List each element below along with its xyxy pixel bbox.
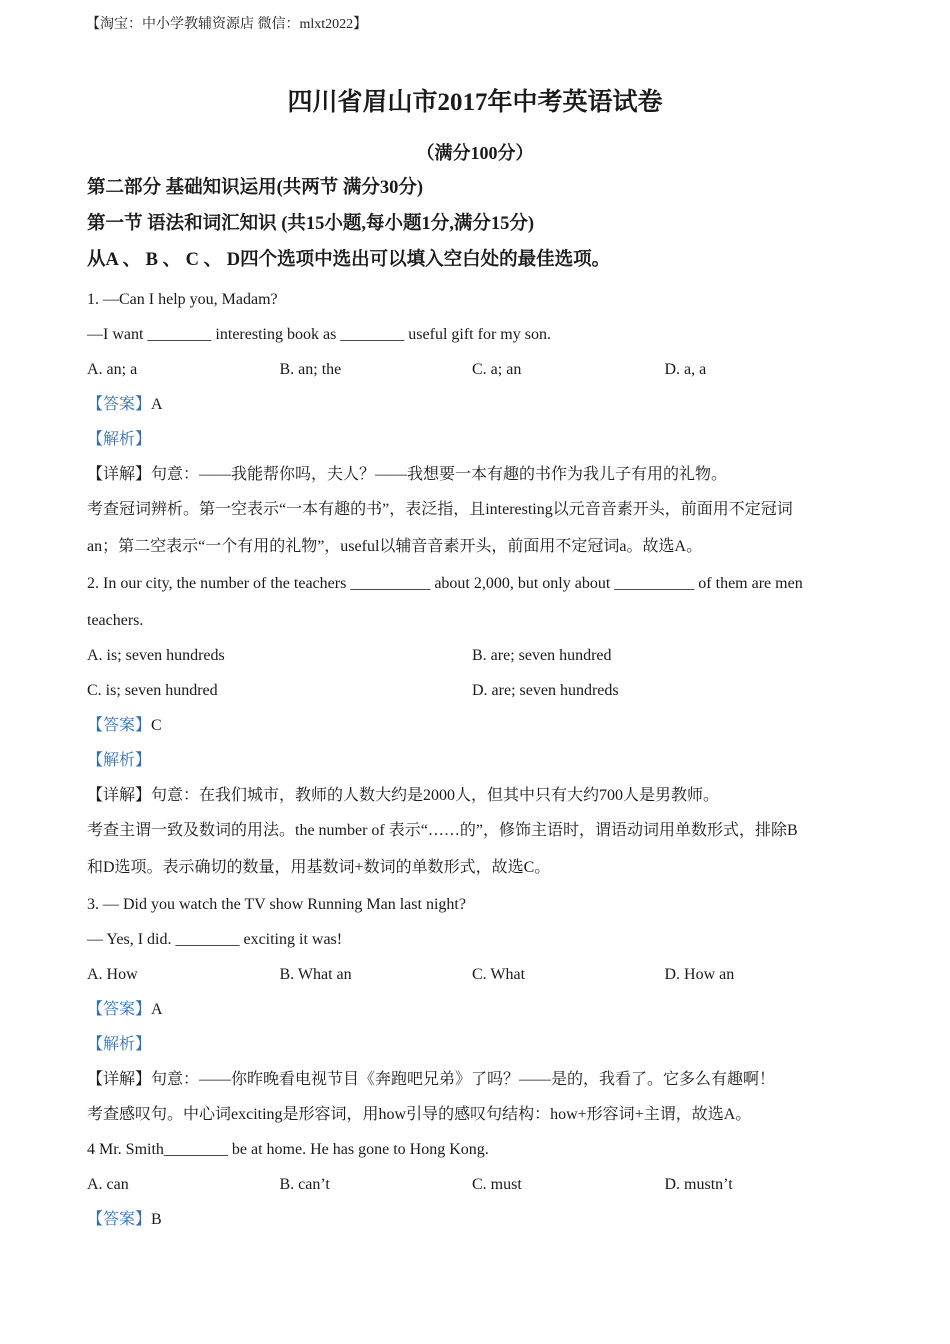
detail-text: 句意：在我们城市，教师的人数大约是2000人，但其中只有大约700人是男教师。 [151, 787, 720, 804]
question-3-detail [87, 1068, 857, 1103]
question-1-answer [87, 393, 857, 428]
question-1-explain-2: an；第二空表示“一个有用的礼物”，useful以辅音音素开头，前面用不定冠词a。故选A。 [87, 538, 703, 555]
question-4-option-b: B. can’t [279, 1176, 330, 1193]
section-heading-grammar: 第一节 语法和词汇知识 (共15小题,每小题1分,满分15分) [87, 214, 535, 234]
analysis-label: 【解析】 [87, 1036, 152, 1053]
question-2-line-2: teachers. [87, 612, 144, 629]
detail-label: 【详解】 [87, 787, 152, 804]
answer-label: 【答案】 [87, 1211, 152, 1228]
question-1-detail [87, 463, 857, 498]
question-3-options [87, 963, 857, 998]
section-instructions: 从A 、 B 、 C 、 D四个选项中选出可以填入空白处的最佳选项。 [87, 250, 611, 270]
question-2-detail [87, 784, 857, 819]
question-1-line-1: 1. —Can I help you, Madam? [87, 291, 278, 308]
page-title: 四川省眉山市2017年中考英语试卷 [287, 89, 663, 116]
analysis-label: 【解析】 [87, 752, 152, 769]
answer-value: B [151, 1211, 162, 1228]
question-1-line-2: —I want ________ interesting book as ________ useful gift for my son. [87, 326, 551, 343]
detail-text: 句意：——你昨晚看电视节目《奔跑吧兄弟》了吗？——是的，我看了。它多么有趣啊！ [151, 1071, 776, 1088]
answer-value: C [151, 717, 162, 734]
question-3-option-b: B. What an [279, 966, 352, 983]
detail-label: 【详解】 [87, 466, 152, 483]
question-1-option-c: C. a; an [472, 361, 522, 378]
question-2-option-c: C. is; seven hundred [87, 682, 218, 699]
question-4-option-c: C. must [472, 1176, 522, 1193]
question-3-option-d: D. How an [664, 966, 735, 983]
question-4-line-1: 4 Mr. Smith________ be at home. He has gone to Hong Kong. [87, 1141, 489, 1158]
question-4-answer [87, 1208, 857, 1243]
question-2-analysis [87, 749, 857, 784]
section-heading-part2: 第二部分 基础知识运用(共两节 满分30分) [87, 178, 424, 198]
question-3-line-1: 3. — Did you watch the TV show Running Man last night? [87, 896, 466, 913]
question-3-analysis [87, 1033, 857, 1068]
question-1 [87, 288, 857, 572]
question-2-line-1: 2. In our city, the number of the teachers __________ about 2,000, but only about __________ of them are men [87, 575, 803, 592]
question-1-analysis [87, 428, 857, 463]
page-subtitle: （满分100分） [416, 143, 534, 163]
question-4 [87, 1138, 857, 1243]
question-4-options [87, 1173, 857, 1208]
question-2-options-row-2 [87, 679, 857, 714]
question-2-explain-1: 考查主谓一致及数词的用法。the number of 表示“……的”，修饰主语时，谓语动词用单数形式，排除B [87, 822, 798, 839]
question-2-answer [87, 714, 857, 749]
question-3-explain-1: 考查感叹句。中心词exciting是形容词，用how引导的感叹句结构：how+形容词+主谓，故选A。 [87, 1106, 752, 1123]
question-1-explain-1: 考查冠词辨析。第一空表示“一本有趣的书”，表泛指，且interesting以元音音素开头，前面用不定冠词 [87, 501, 793, 518]
question-2-option-d: D. are; seven hundreds [472, 682, 619, 699]
question-1-options [87, 358, 857, 393]
question-1-option-b: B. an; the [279, 361, 342, 378]
question-2-options-row-1 [87, 644, 857, 679]
header-note: 【淘宝：中小学教辅资源店 微信：mlxt2022】 [86, 17, 368, 32]
question-2-explain-2: 和D选项。表示确切的数量，用基数词+数词的单数形式，故选C。 [87, 859, 551, 876]
question-1-option-a: A. an; a [87, 361, 138, 378]
question-4-option-a: A. can [87, 1176, 129, 1193]
exam-content [87, 176, 857, 1243]
answer-value: A [151, 396, 163, 413]
question-2-option-b: B. are; seven hundred [472, 647, 612, 664]
question-1-option-d: D. a, a [664, 361, 707, 378]
answer-label: 【答案】 [87, 717, 152, 734]
question-4-option-d: D. mustn’t [664, 1176, 733, 1193]
question-3-option-c: C. What [472, 966, 526, 983]
question-2-option-a: A. is; seven hundreds [87, 647, 225, 664]
answer-label: 【答案】 [87, 396, 152, 413]
analysis-label: 【解析】 [87, 431, 152, 448]
detail-text: 句意：——我能帮你吗，夫人？——我想要一本有趣的书作为我儿子有用的礼物。 [151, 466, 728, 483]
question-2 [87, 572, 857, 893]
question-3-line-2: — Yes, I did. ________ exciting it was! [87, 931, 343, 948]
question-3-option-a: A. How [87, 966, 138, 983]
detail-label: 【详解】 [87, 1071, 152, 1088]
answer-label: 【答案】 [87, 1001, 152, 1018]
answer-value: A [151, 1001, 163, 1018]
question-3-answer [87, 998, 857, 1033]
question-3 [87, 893, 857, 1138]
